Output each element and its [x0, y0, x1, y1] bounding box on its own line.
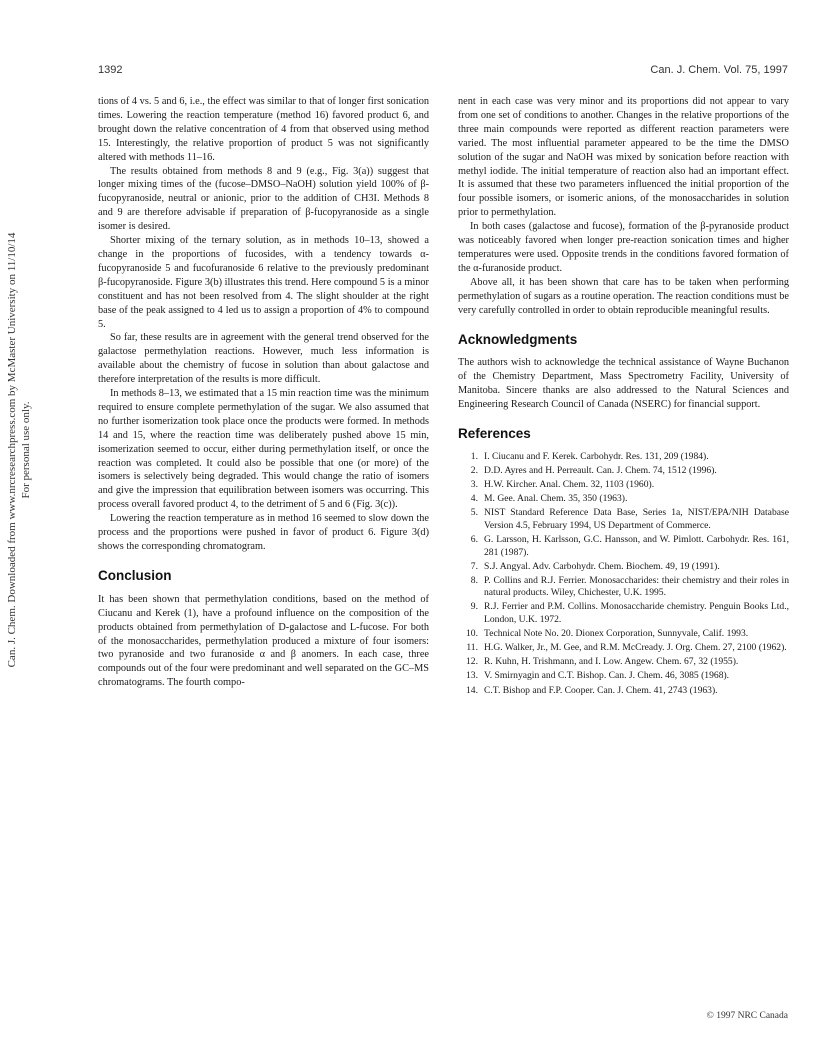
reference-text: I. Ciucanu and F. Kerek. Carbohydr. Res. 131, 209 (1984). [484, 450, 709, 462]
paragraph: So far, these results are in agreement with the general trend observed for the galactose permethylation reactions. However, much less information is available about the chemistry of fucose in solution than about galactose and therefore interpretation of the results is more difficult. [98, 332, 429, 386]
paragraph: nent in each case was very minor and its proportions did not appear to vary from one set of conditions to another. Changes in the relative proportions of the three main compounds were reported as different reaction parameters were varied. The most influential parameter appeared to be the time the DMSO solution of the sugar and NaOH was mixed by sonication before reaction with methyl iodide. The initial temperature of reaction also had an important effect. It is assumed that these two parameters influenced the initial proportion of the four possible isomers, or isomeric anions, of the monosaccharides in solution prior to permethylation. [458, 96, 789, 219]
references-list [458, 451, 789, 697]
conclusion-paragraph: It has been shown that permethylation conditions, based on the method of Ciucanu and Kerek (1), have a profound influence on the composition of the products obtained from permethylation of D-galactose and L-fucose. For both of the monosaccharides, permethylation produced a mixture of four isomers: two pyranoside and two furanoside α and β anomers. In each case, three compounds out of the four were predominant and well separated on the GC–MS chromatograms. The fourth compo- [98, 593, 429, 689]
reference-text: P. Collins and R.J. Ferrier. Monosaccharides: their chemistry and their roles in natural products. Wiley, Chichester, U.K. 1995. [484, 574, 789, 599]
reference-item [458, 451, 789, 464]
reference-text: M. Gee. Anal. Chem. 35, 350 (1963). [484, 493, 628, 505]
reference-item [458, 685, 789, 698]
reference-number: 4. [470, 493, 478, 505]
watermark-line-1: Can. J. Chem. Downloaded from www.nrcresearchpress.com by McMaster University on 11/10/14 [6, 232, 18, 668]
reference-number: 10. [466, 628, 478, 640]
reference-text: V. Smirnyagin and C.T. Bishop. Can. J. Chem. 46, 3085 (1968). [484, 670, 730, 682]
acknowledgments-paragraph: The authors wish to acknowledge the technical assistance of Wayne Buchanon of the Chemistry Department, Mass Spectrometry Facility, University of Manitoba. Sincere thanks are also addressed to the Natural Sciences and Engineering Research Council of Canada (NSERC) for financial support. [458, 357, 789, 411]
reference-number: 8. [470, 574, 478, 586]
reference-item [458, 628, 789, 641]
paragraph: The results obtained from methods 8 and 9 (e.g., Fig. 3(a)) suggest that longer mixing times of the (fucose–DMSO–NaOH) solution yield 100% of β-fucopyranoside, neutral or anionic, prior to the addition of CH3I. Methods 8 and 9 are therefore advisable if preparation of β-fucopyranoside as a single isomer is desired. [98, 165, 429, 233]
reference-text: H.G. Walker, Jr., M. Gee, and R.M. McCready. J. Org. Chem. 27, 2100 (1962). [484, 642, 787, 654]
reference-item [458, 642, 789, 655]
paragraph: Lowering the reaction temperature as in method 16 seemed to slow down the process and the proportions were pushed in favor of product 6. Figure 3(d) shows the corresponding chromatogram. [98, 513, 429, 552]
reference-item [458, 507, 789, 532]
reference-text: NIST Standard Reference Data Base, Series 1a, NIST/EPA/NIH Database Version 4.5, February 1994, US Department of Commerce. [484, 507, 789, 531]
watermark-line-2: For personal use only. [20, 401, 32, 499]
paragraph: tions of 4 vs. 5 and 6, i.e., the effect was similar to that of longer first sonication times. Lowering the reaction temperature (method 16) favored product 6, and brought down the relative concentration of 4 from that observed using method 15. Interestingly, the relative proportion of product 5 was not significantly altered with methods 11–16. [98, 96, 429, 163]
reference-text: R.J. Ferrier and P.M. Collins. Monosaccharide chemistry. Penguin Books Ltd., London, U.K. 1972. [484, 601, 789, 626]
journal-citation: Can. J. Chem. Vol. 75, 1997 [650, 64, 788, 76]
reference-number: 13. [466, 670, 478, 682]
page-number: 1392 [98, 64, 123, 76]
right-column [458, 95, 789, 699]
reference-text: H.W. Kircher. Anal. Chem. 32, 1103 (1960). [484, 479, 655, 491]
reference-text: D.D. Ayres and H. Perreault. Can. J. Chem. 74, 1512 (1996). [484, 465, 717, 477]
reference-number: 2. [470, 465, 478, 477]
reference-number: 12. [466, 656, 478, 668]
paragraph: In methods 8–13, we estimated that a 15 min reaction time was the minimum required to ensure complete permethylation of the sugar. We also assumed that no further isomerization took place once the products were formed. In methods 14 and 15, where the reaction time was deliberately pushed above 15 min, isomerization seemed to occur, either during permethylation itself, or once the reaction was completed. It could also be possible that one (or more) of the isomers is selectively being degraded. This would change the ratio of isomers and give the impression that equilibration between isomers was occurring. This process overall favored product 4, to the detriment of 5 and 6 (Fig. 3(c)). [98, 388, 429, 511]
reference-item [458, 656, 789, 669]
paragraph: Above all, it has been shown that care has to be taken when performing permethylation of sugars as a routine operation. The reaction conditions must be very carefully controlled in order to obtain reproducible meaningful results. [458, 276, 789, 316]
paragraph: Shorter mixing of the ternary solution, as in methods 10–13, showed a change in the proportions of fucosides, with a tendency towards α-fucopyranoside 5 and fucofuranoside 6 relative to the previously predominant β-fucopyranoside. Figure 3(b) illustrates this trend. Here compound 5 is a minor constituent and has not been resolved from 4. The slight shoulder at the right base of the peak assigned to 4 led us to assign a proportion of 4% to compound 5. [98, 235, 429, 330]
reference-number: 1. [470, 450, 478, 462]
reference-item [458, 465, 789, 478]
left-column [98, 95, 429, 690]
copyright-notice: © 1997 NRC Canada [706, 1011, 788, 1021]
reference-number: 5. [470, 507, 478, 519]
reference-item [458, 670, 789, 683]
acknowledgments-heading: Acknowledgments [458, 331, 578, 347]
reference-number: 14. [466, 684, 478, 696]
reference-number: 6. [470, 534, 478, 545]
reference-item [458, 601, 789, 626]
reference-text: S.J. Angyal. Adv. Carbohydr. Chem. Biochem. 49, 19 (1991). [484, 560, 720, 572]
reference-text: Technical Note No. 20. Dionex Corporation, Sunnyvale, Calif. 1993. [484, 628, 749, 640]
reference-text: C.T. Bishop and F.P. Cooper. Can. J. Chem. 41, 2743 (1963). [484, 684, 718, 696]
reference-item [458, 479, 789, 492]
download-watermark [5, 220, 35, 680]
reference-number: 9. [470, 601, 478, 613]
references-heading: References [458, 426, 531, 442]
reference-item [458, 534, 789, 559]
reference-item [458, 575, 789, 600]
reference-item [458, 493, 789, 506]
reference-text: R. Kuhn, H. Trishmann, and I. Low. Angew. Chem. 67, 32 (1955). [484, 656, 739, 668]
reference-number: 11. [466, 642, 478, 654]
reference-text: G. Larsson, H. Karlsson, G.C. Hansson, and W. Pimlott. Carbohydr. Res. 161, 281 (1987). [484, 534, 789, 558]
reference-number: 3. [470, 479, 478, 491]
reference-number: 7. [470, 560, 478, 572]
conclusion-heading: Conclusion [98, 567, 172, 583]
reference-item [458, 561, 789, 574]
paragraph: In both cases (galactose and fucose), formation of the β-pyranoside product was noticeably favored when longer pre-reaction sonication times and higher temperatures were used. Opposite trends in the conditions favored formation of the α-furanoside product. [458, 221, 789, 274]
